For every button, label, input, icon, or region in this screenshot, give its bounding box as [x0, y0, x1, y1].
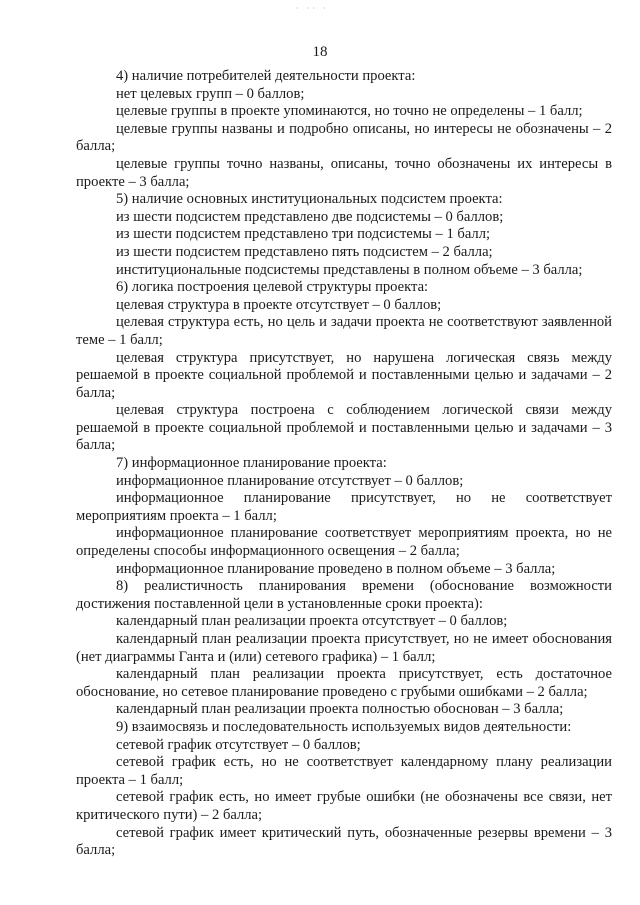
criterion-8-score-2: календарный план реализации проекта присутствует, есть достаточное обоснование, но сетевое планирование проведено с грубыми ошибками – 2 балла; [76, 666, 612, 700]
criterion-9-score-0: сетевой график отсутствует – 0 баллов; [116, 736, 361, 753]
criterion-9-heading: 9) взаимосвязь и последовательность используемых видов деятельности: [116, 718, 572, 735]
criterion-8-score-3: календарный план реализации проекта полностью обоснован – 3 балла; [116, 701, 564, 718]
criterion-9-score-1: сетевой график есть, но не соответствует календарному плану реализации проекта – 1 балл; [76, 754, 612, 788]
criterion-6-score-3: целевая структура построена с соблюдением логической связи между решаемой в проекте социальной проблемой и поставленными целью и задачами – 3 балла; [76, 402, 612, 454]
criterion-5-heading: 5) наличие основных институциональных подсистем проекта: [116, 191, 503, 208]
criterion-4-score-2: целевые группы названы и подробно описаны, но интересы не обозначены – 2 балла; [76, 120, 612, 155]
criterion-4-score-3: целевые группы точно названы, описаны, точно обозначены их интересы в проекте – 3 балла; [76, 155, 612, 190]
criterion-5-score-2: из шести подсистем представлено пять подсистем – 2 балла; [116, 243, 493, 260]
criterion-9-score-2: сетевой график есть, но имеет грубые ошибки (не обозначены все связи, нет критического пути) – 2 балла; [76, 789, 612, 823]
criterion-6-score-1: целевая структура есть, но цель и задачи проекта не соответствуют заявленной теме – 1 балл; [76, 314, 612, 348]
criterion-7-heading: 7) информационное планирование проекта: [116, 455, 387, 472]
document-body [76, 68, 612, 860]
criterion-8-score-0: календарный план реализации проекта отсутствует – 0 баллов; [116, 613, 508, 630]
criterion-5-score-0: из шести подсистем представлено две подсистемы – 0 баллов; [116, 208, 504, 225]
criterion-4-score-0: нет целевых групп – 0 баллов; [116, 85, 305, 102]
page-number: 18 [312, 44, 328, 60]
criterion-7-score-2: информационное планирование соответствует мероприятиям проекта, но не определены способы информационного освещения – 2 балла; [76, 525, 612, 560]
scan-artifact: · ·· · [296, 4, 329, 13]
criterion-9-score-3: сетевой график имеет критический путь, обозначенные резервы времени – 3 балла; [76, 824, 612, 859]
criterion-6-score-2: целевая структура присутствует, но нарушена логическая связь между решаемой в проекте социальной проблемой и поставленными целью и задачами – 2 балла; [76, 349, 612, 401]
criterion-7-score-3: информационное планирование проведено в полном объеме – 3 балла; [116, 560, 556, 577]
criterion-5-score-3: институциональные подсистемы представлены в полном объеме – 3 балла; [116, 261, 583, 278]
criterion-6-heading: 6) логика построения целевой структуры проекта: [116, 279, 429, 296]
criterion-6-score-0: целевая структура в проекте отсутствует – 0 баллов; [116, 296, 442, 313]
criterion-7-score-1: информационное планирование присутствует, но не соответствует мероприятиям проекта – 1 балл; [76, 490, 612, 524]
criterion-7-score-0: информационное планирование отсутствует – 0 баллов; [116, 472, 464, 489]
criterion-8-score-1: календарный план реализации проекта присутствует, но не имеет обоснования (нет диаграммы Ганта и (или) сетевого графика) – 1 балл; [76, 631, 612, 665]
criterion-4-heading: 4) наличие потребителей деятельности проекта: [116, 68, 416, 84]
criterion-8-heading: 8) реалистичность планирования времени (обоснование возможности достижения поставленной цели в установленные сроки проекта): [76, 578, 612, 612]
criterion-4-score-1: целевые группы в проекте упоминаются, но точно не определены – 1 балл; [116, 103, 583, 120]
criterion-5-score-1: из шести подсистем представлено три подсистемы – 1 балл; [116, 226, 491, 243]
